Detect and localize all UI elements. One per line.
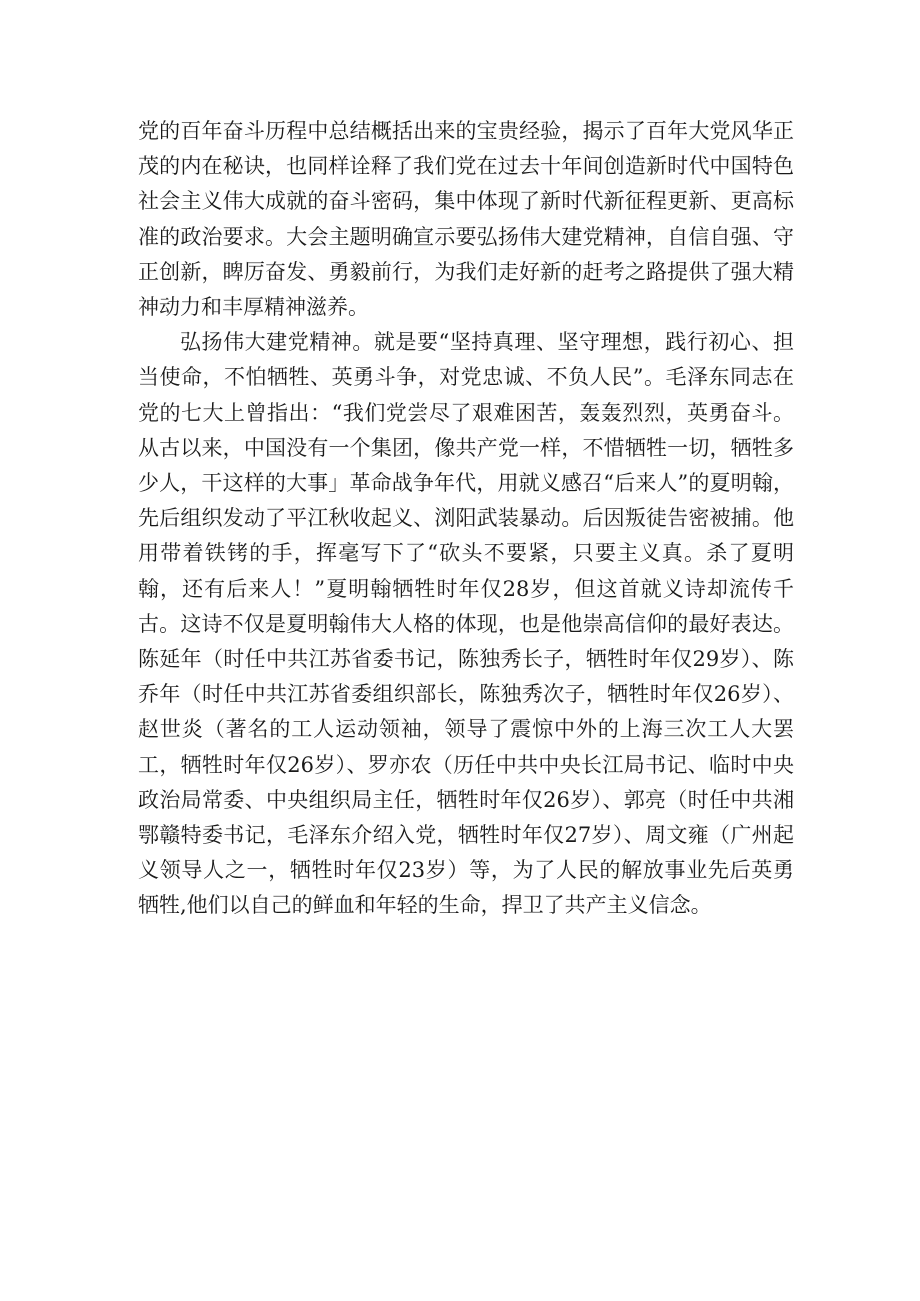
document-body <box>138 114 794 924</box>
paragraph-continuation: 党的百年奋斗历程中总结概括出来的宝贵经验，揭示了百年大党风华正茂的内在秘诀，也同样诠释了我们党在过去十年间创造新时代中国特色社会主义伟大成就的奋斗密码，集中体现了新时代新征程更新、更高标准的政治要求。大会主题明确宣示要弘扬伟大建党精神，自信自强、守正创新，睥厉奋发、勇毅前行，为我们走好新的赶考之路提供了强大精神动力和丰厚精神滋养。 <box>138 119 794 320</box>
paragraph-party-spirit: 弘扬伟大建党精神。就是要“坚持真理、坚守理想，践行初心、担当使命，不怕牺牲、英勇斗争，对党忠诚、不负人民”。毛泽东同志在党的七大上曾指出：“我们党尝尽了艰难困苦，轰轰烈烈，英勇奋斗。从古以来，中国没有一个集团，像共产党一样，不惜牺牲一切，牺牲多少人，干这样的大事」革命战争年代，用就义感召“后来人”的夏明翰，先后组织发动了平江秋收起义、浏阳武装暴动。后因叛徒告密被捕。他用带着铁铐的手，挥毫写下了“砍头不要紧，只要主义真。杀了夏明翰，还有后来人！”夏明翰牺牲时年仅28岁，但这首就义诗却流传千古。这诗不仅是夏明翰伟大人格的体现，也是他崇高信仰的最好表达。陈延年（时任中共江苏省委书记，陈独秀长子，牺牲时年仅29岁）、陈乔年（时任中共江苏省委组织部长，陈独秀次子，牺牲时年仅26岁）、赵世炎（著名的工人运动领袖，领导了震惊中外的上海三次工人大罢工，牺牲时年仅26岁）、罗亦农（历任中共中央长江局书记、临时中央政治局常委、中央组织局主任，牺牲时年仅26岁）、郭亮（时任中共湘鄂赣特委书记，毛泽东介绍入党，牺牲时年仅27岁）、周文雍（广州起义领导人之一，牺牲时年仅23岁）等，为了人民的解放事业先后英勇牺牲,他们以自己的鲜血和年轻的生命，捍卫了共产主义信念。 <box>138 330 794 918</box>
